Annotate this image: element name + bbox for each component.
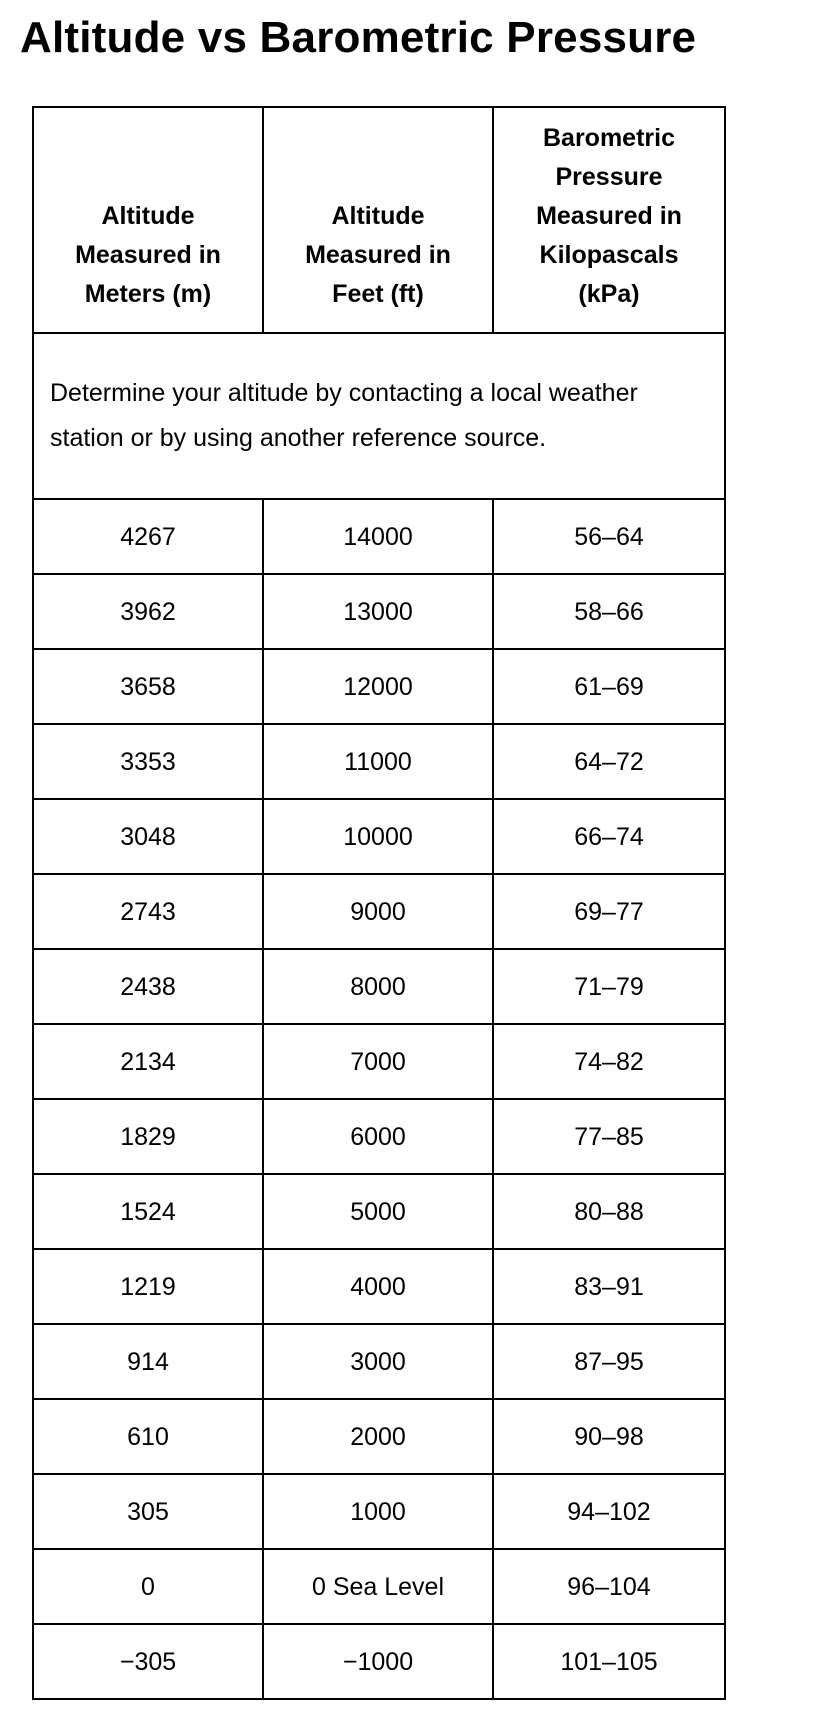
header-line: Altitude [331, 202, 425, 230]
cell-kpa: 83–91 [493, 1249, 725, 1324]
cell-kpa: 87–95 [493, 1324, 725, 1399]
table-row [33, 949, 725, 1024]
table-row [33, 499, 725, 574]
cell-kpa: 101–105 [493, 1624, 725, 1699]
cell-feet: 0 Sea Level [263, 1549, 493, 1624]
table-row [33, 874, 725, 949]
cell-meters: 914 [33, 1324, 263, 1399]
header-line: Meters (m) [84, 280, 212, 308]
cell-meters: 1829 [33, 1099, 263, 1174]
table-row [33, 1099, 725, 1174]
header-kpa [493, 107, 725, 333]
cell-feet: −1000 [263, 1624, 493, 1699]
cell-meters: 3658 [33, 649, 263, 724]
cell-feet: 10000 [263, 799, 493, 874]
table-row [33, 1624, 725, 1699]
header-line: Feet (ft) [332, 280, 424, 308]
cell-meters: 1524 [33, 1174, 263, 1249]
cell-feet: 9000 [263, 874, 493, 949]
cell-kpa: 74–82 [493, 1024, 725, 1099]
cell-feet: 13000 [263, 574, 493, 649]
table-row [33, 1249, 725, 1324]
cell-feet: 3000 [263, 1324, 493, 1399]
header-line: Barometric [543, 124, 675, 152]
cell-meters: 610 [33, 1399, 263, 1474]
note-row [33, 333, 725, 499]
table-row [33, 724, 725, 799]
header-line: Kilopascals [539, 241, 679, 269]
cell-feet: 2000 [263, 1399, 493, 1474]
table-row [33, 1324, 725, 1399]
header-feet [263, 107, 493, 333]
cell-meters: 3353 [33, 724, 263, 799]
table-header-row [33, 107, 725, 333]
cell-kpa: 71–79 [493, 949, 725, 1024]
altitude-pressure-table [32, 106, 726, 1700]
table-row [33, 1399, 725, 1474]
table-row [33, 1474, 725, 1549]
table-row [33, 649, 725, 724]
cell-meters: −305 [33, 1624, 263, 1699]
header-line: Measured in [75, 241, 221, 269]
cell-meters: 0 [33, 1549, 263, 1624]
table-row [33, 574, 725, 649]
cell-kpa: 80–88 [493, 1174, 725, 1249]
cell-kpa: 64–72 [493, 724, 725, 799]
cell-meters: 2743 [33, 874, 263, 949]
cell-meters: 1219 [33, 1249, 263, 1324]
header-line: Altitude [101, 202, 195, 230]
cell-kpa: 90–98 [493, 1399, 725, 1474]
note-text: Determine your altitude by contacting a local weather station or by using another reference source. [33, 333, 725, 499]
table-row [33, 799, 725, 874]
cell-meters: 2134 [33, 1024, 263, 1099]
header-line: Measured in [536, 202, 682, 230]
cell-kpa: 66–74 [493, 799, 725, 874]
cell-feet: 6000 [263, 1099, 493, 1174]
cell-feet: 7000 [263, 1024, 493, 1099]
header-line: Pressure [555, 163, 663, 191]
cell-feet: 14000 [263, 499, 493, 574]
table-row [33, 1549, 725, 1624]
cell-meters: 3048 [33, 799, 263, 874]
header-line: (kPa) [578, 280, 640, 308]
cell-meters: 305 [33, 1474, 263, 1549]
cell-kpa: 96–104 [493, 1549, 725, 1624]
table-row [33, 1174, 725, 1249]
cell-meters: 2438 [33, 949, 263, 1024]
cell-kpa: 77–85 [493, 1099, 725, 1174]
header-meters [33, 107, 263, 333]
cell-feet: 11000 [263, 724, 493, 799]
header-line: Measured in [305, 241, 451, 269]
page-title: Altitude vs Barometric Pressure [20, 13, 697, 62]
cell-feet: 12000 [263, 649, 493, 724]
cell-feet: 8000 [263, 949, 493, 1024]
cell-kpa: 58–66 [493, 574, 725, 649]
cell-feet: 1000 [263, 1474, 493, 1549]
cell-kpa: 61–69 [493, 649, 725, 724]
cell-meters: 4267 [33, 499, 263, 574]
cell-kpa: 56–64 [493, 499, 725, 574]
cell-feet: 5000 [263, 1174, 493, 1249]
cell-kpa: 94–102 [493, 1474, 725, 1549]
table-row [33, 1024, 725, 1099]
cell-feet: 4000 [263, 1249, 493, 1324]
cell-kpa: 69–77 [493, 874, 725, 949]
cell-meters: 3962 [33, 574, 263, 649]
